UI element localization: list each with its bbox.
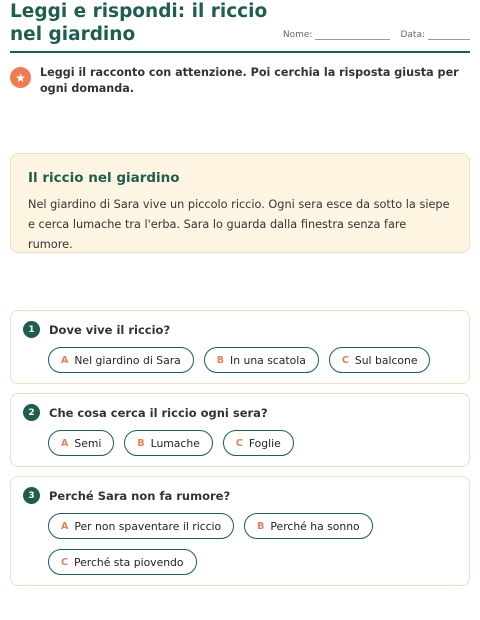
story-text: Nel giardino di Sara vive un piccolo riccio. Ogni sera esce da sotto la siepe e cerca lumache tra l'erba. Sara lo guarda dalla finestra senza fare rumore. <box>28 198 450 251</box>
date-field[interactable] <box>400 30 470 40</box>
question-2 <box>10 393 470 467</box>
option-letter: B <box>257 520 265 532</box>
option-text: In una scatola <box>230 353 306 367</box>
student-info <box>283 30 470 40</box>
option-text: Sul balcone <box>354 353 418 367</box>
question-text: Dove vive il riccio? <box>49 322 171 337</box>
option-letter: C <box>235 437 243 449</box>
option-text: Per non spaventare il riccio <box>74 519 222 533</box>
answer-option-a[interactable] <box>48 430 114 456</box>
answer-option-b[interactable] <box>124 430 212 456</box>
answer-option-a[interactable] <box>48 347 194 373</box>
story-box <box>10 153 470 253</box>
question-3 <box>10 476 470 586</box>
answer-option-c[interactable] <box>223 430 294 456</box>
instructions-text: Leggi il racconto con attenzione. Poi cerchia la risposta giusta per ogni domanda. <box>40 66 459 95</box>
option-text: Semi <box>74 436 102 450</box>
instructions <box>10 65 470 97</box>
date-line <box>428 31 470 40</box>
option-letter: A <box>61 437 69 449</box>
date-label: Data: <box>400 30 425 40</box>
option-letter: C <box>341 354 349 366</box>
option-text: Lumache <box>150 436 200 450</box>
option-letter: A <box>61 520 69 532</box>
question-1 <box>10 310 470 384</box>
option-text: Foglie <box>248 436 281 450</box>
question-text: Perché Sara non fa rumore? <box>49 488 231 503</box>
star-icon: ★ <box>10 67 31 88</box>
answer-option-b[interactable] <box>204 347 319 373</box>
option-text: Perché sta piovendo <box>73 555 184 569</box>
name-field[interactable] <box>283 30 391 40</box>
question-number: 3 <box>23 487 40 504</box>
worksheet-header <box>10 0 470 53</box>
story-title: Il riccio nel giardino <box>28 170 180 186</box>
option-letter: A <box>61 354 69 366</box>
question-number: 1 <box>23 321 40 338</box>
name-line <box>315 31 390 40</box>
question-number: 2 <box>23 404 40 421</box>
answer-option-c[interactable] <box>48 549 197 575</box>
page-title: Leggi e rispondi: il riccio nel giardino <box>10 1 268 45</box>
option-letter: B <box>216 354 225 366</box>
option-text: Perché ha sonno <box>270 519 360 533</box>
answer-option-c[interactable] <box>329 347 431 373</box>
option-letter: B <box>137 437 145 449</box>
answer-option-b[interactable] <box>244 513 373 539</box>
name-label: Nome: <box>282 30 313 40</box>
option-text: Nel giardino di Sara <box>74 353 181 367</box>
question-text: Che cosa cerca il riccio ogni sera? <box>49 405 268 420</box>
answer-option-a[interactable] <box>48 513 234 539</box>
option-letter: C <box>61 556 68 568</box>
